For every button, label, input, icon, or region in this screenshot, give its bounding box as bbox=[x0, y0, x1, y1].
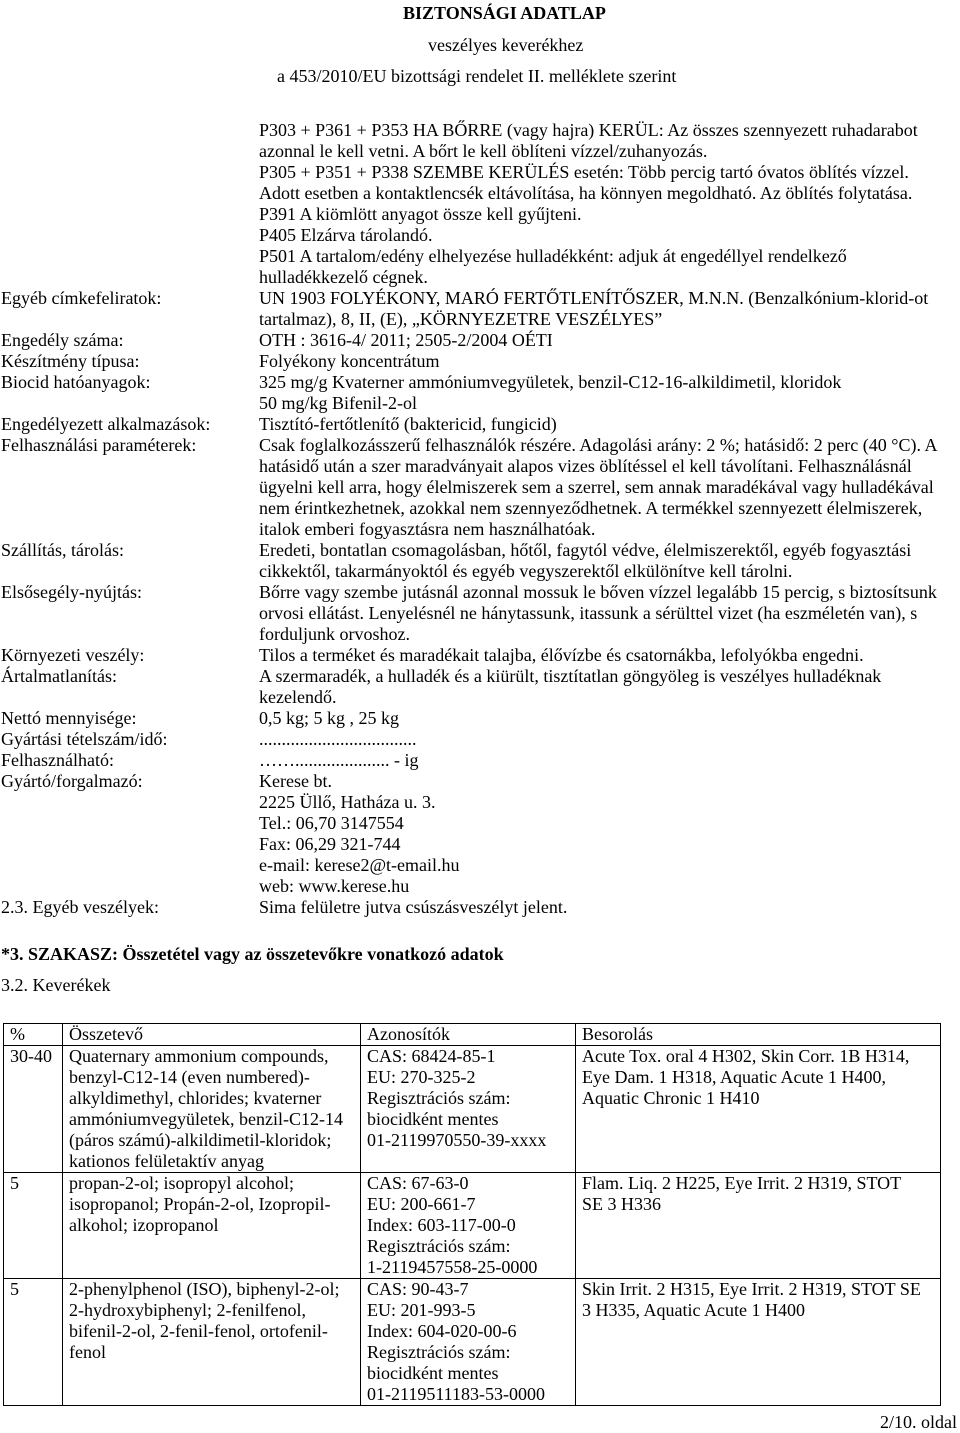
field-value-line: Fax: 06,29 321-744 bbox=[259, 834, 401, 854]
field-row bbox=[0, 582, 960, 645]
component-line: (páros számú)-alkildimetil-kloridok; bbox=[69, 1130, 332, 1150]
field-value-line: kezelendő. bbox=[259, 687, 337, 707]
document-title: BIZTONSÁGI ADATLAP bbox=[403, 3, 606, 23]
table-header-row bbox=[4, 1024, 941, 1046]
component-line: 2-phenylphenol (ISO), biphenyl-2-ol; bbox=[69, 1279, 340, 1299]
section3-subheading: 3.2. Keverékek bbox=[1, 975, 111, 995]
percent-cell: 5 bbox=[4, 1279, 63, 1406]
field-value-line: 50 mg/kg Bifenil-2-ol bbox=[259, 393, 417, 413]
field-label: Nettó mennyisége: bbox=[1, 708, 137, 728]
field-value bbox=[259, 897, 960, 918]
component-line: ammóniumvegyületek, benzil-C12-14 bbox=[69, 1109, 343, 1129]
column-header-percent: % bbox=[4, 1024, 63, 1046]
field-value-line: orvosi ellátást. Lenyelésnél ne hánytassunk, itassunk a sérülttel vizet (ha eszméletén van), s bbox=[259, 603, 918, 623]
field-row bbox=[0, 414, 960, 435]
field-value bbox=[259, 351, 960, 372]
field-row bbox=[0, 897, 960, 918]
classification-cell bbox=[576, 1279, 941, 1406]
field-value-line: Csak foglalkozásszerű felhasználók részére. Adagolási arány: 2 %; hatásidő: 2 perc (40 °C). A bbox=[259, 435, 938, 455]
precautionary-statement-line: azonnal le kell vetni. A bőrt le kell öblíteni vízzel/zuhanyozás. bbox=[259, 141, 708, 161]
precautionary-statement-line: P305 + P351 + P338 SZEMBE KERÜLÉS esetén: Több percig tartó óvatos öblítés vízzel. bbox=[259, 162, 909, 182]
field-value bbox=[259, 372, 960, 414]
field-value bbox=[259, 771, 960, 897]
classification-line: Flam. Liq. 2 H225, Eye Irrit. 2 H319, STOT bbox=[582, 1173, 902, 1193]
field-row bbox=[0, 288, 960, 330]
identifier-line: EU: 200-661-7 bbox=[367, 1194, 476, 1214]
field-label: Szállítás, tárolás: bbox=[1, 540, 124, 560]
component-line: bifenil-2-ol, 2-fenil-fenol, ortofenil- bbox=[69, 1321, 328, 1341]
table-row bbox=[4, 1173, 941, 1279]
identifier-line: 01-2119511183-53-0000 bbox=[367, 1384, 545, 1404]
precautionary-statement-line: P303 + P361 + P353 HA BŐRRE (vagy hajra) KERÜL: Az összes szennyezett ruhadarabot bbox=[259, 120, 918, 140]
identifier-line: Regisztrációs szám: bbox=[367, 1088, 511, 1108]
field-row bbox=[0, 750, 960, 771]
field-value-line: UN 1903 FOLYÉKONY, MARÓ FERTŐTLENÍTŐSZER, M.N.N. (Benzalkónium-klorid-ot bbox=[259, 288, 929, 308]
field-value-line: web: www.kerese.hu bbox=[259, 876, 410, 896]
field-value bbox=[259, 540, 960, 582]
field-value-line: tartalmaz), 8, II, (E), „KÖRNYEZETRE VESZÉLYES” bbox=[259, 309, 663, 329]
component-line: isopropanol; Propán-2-ol, Izopropil- bbox=[69, 1194, 331, 1214]
table-row bbox=[4, 1046, 941, 1173]
column-header-classification: Besorolás bbox=[576, 1024, 941, 1046]
field-value bbox=[259, 666, 960, 708]
field-value-line: Tisztító-fertőtlenítő (baktericid, fungicid) bbox=[259, 414, 557, 434]
field-label: Gyártási tételszám/idő: bbox=[1, 729, 168, 749]
precautionary-statement-line: P501 A tartalom/edény elhelyezése hulladékként: adjuk át engedéllyel rendelkező bbox=[259, 246, 847, 266]
field-label: Felhasználható: bbox=[1, 750, 114, 770]
field-row bbox=[0, 666, 960, 708]
identifier-line: biocidként mentes bbox=[367, 1109, 499, 1129]
field-value bbox=[259, 330, 960, 351]
table-row bbox=[4, 1279, 941, 1406]
document-subtitle: veszélyes keverékhez bbox=[428, 35, 584, 55]
component-line: Quaternary ammonium compounds, bbox=[69, 1046, 329, 1066]
field-value-line: Tel.: 06,70 3147554 bbox=[259, 813, 404, 833]
field-label: Biocid hatóanyagok: bbox=[1, 372, 151, 392]
field-value-line: 0,5 kg; 5 kg , 25 kg bbox=[259, 708, 400, 728]
component-line: fenol bbox=[69, 1342, 106, 1362]
field-value-line: Bőrre vagy szembe jutásnál azonnal mossuk le bőven vízzel legalább 15 percig, s biztosítsunk bbox=[259, 582, 937, 602]
classification-cell bbox=[576, 1173, 941, 1279]
section3-heading: *3. SZAKASZ: Összetétel vagy az összetevőkre vonatkozó adatok bbox=[1, 944, 504, 964]
component-line: 2-hydroxybiphenyl; 2-fenilfenol, bbox=[69, 1300, 306, 1320]
classification-line: Skin Irrit. 2 H315, Eye Irrit. 2 H319, STOT SE bbox=[582, 1279, 921, 1299]
field-value bbox=[259, 288, 960, 330]
identifier-line: 01-2119970550-39-xxxx bbox=[367, 1130, 547, 1150]
component-line: benzyl-C12-14 (even numbered)- bbox=[69, 1067, 310, 1087]
field-value-line: forduljunk orvoshoz. bbox=[259, 624, 410, 644]
field-value bbox=[259, 645, 960, 666]
field-value bbox=[259, 414, 960, 435]
field-row bbox=[0, 435, 960, 540]
field-row bbox=[0, 708, 960, 729]
field-label: 2.3. Egyéb veszélyek: bbox=[1, 897, 159, 917]
composition-table bbox=[3, 1023, 941, 1406]
field-label: Egyéb címkefeliratok: bbox=[1, 288, 162, 308]
identifiers-cell bbox=[361, 1173, 576, 1279]
classification-line: 3 H335, Aquatic Acute 1 H400 bbox=[582, 1300, 805, 1320]
identifier-line: Regisztrációs szám: bbox=[367, 1342, 511, 1362]
percent-cell: 30-40 bbox=[4, 1046, 63, 1173]
field-label: Gyártó/forgalmazó: bbox=[1, 771, 143, 791]
field-label: Környezeti veszély: bbox=[1, 645, 145, 665]
field-label: Engedélyezett alkalmazások: bbox=[1, 414, 211, 434]
page-number: 2/10. oldal bbox=[880, 1412, 957, 1432]
field-value bbox=[259, 750, 960, 771]
field-row bbox=[0, 351, 960, 372]
precautionary-statement-line: Adott esetben a kontaktlencsék eltávolítása, ha könnyen megoldható. Az öblítés folytatása. bbox=[259, 183, 913, 203]
classification-line: Aquatic Chronic 1 H410 bbox=[582, 1088, 760, 1108]
field-value-line: A szermaradék, a hulladék és a kiürült, tisztítatlan göngyöleg is veszélyes hulladéknak bbox=[259, 666, 882, 686]
classification-cell bbox=[576, 1046, 941, 1173]
field-value-line: nem érintkezhetnek, azokkal nem szennyeződhetnek. A termékkel szennyezett élelmiszerek, bbox=[259, 498, 923, 518]
identifier-line: CAS: 68424-85-1 bbox=[367, 1046, 496, 1066]
classification-line: SE 3 H336 bbox=[582, 1194, 662, 1214]
product-fields bbox=[0, 288, 960, 918]
column-header-identifiers: Azonosítók bbox=[361, 1024, 576, 1046]
field-label: Engedély száma: bbox=[1, 330, 124, 350]
field-label: Elsősegély-nyújtás: bbox=[1, 582, 142, 602]
field-value-line: ……..................... - ig bbox=[259, 750, 419, 770]
field-value bbox=[259, 582, 960, 645]
field-label: Készítmény típusa: bbox=[1, 351, 140, 371]
classification-line: Eye Dam. 1 H318, Aquatic Acute 1 H400, bbox=[582, 1067, 886, 1087]
field-row bbox=[0, 771, 960, 897]
field-label: Ártalmatlanítás: bbox=[1, 666, 117, 686]
field-row bbox=[0, 729, 960, 750]
field-value-line: hatásidő után a szer maradványait alapos vizes öblítéssel el kell távolítani. Felhasználásnál bbox=[259, 456, 912, 476]
component-cell bbox=[63, 1046, 361, 1173]
field-label: Felhasználási paraméterek: bbox=[1, 435, 197, 455]
column-header-component: Összetevő bbox=[63, 1024, 361, 1046]
component-line: alkohol; izopropanol bbox=[69, 1215, 219, 1235]
component-line: kationos felületaktív anyag bbox=[69, 1151, 264, 1171]
precautionary-statement-line: hulladékkezelő cégnek. bbox=[259, 267, 428, 287]
field-value-line: 2225 Üllő, Hatháza u. 3. bbox=[259, 792, 436, 812]
identifiers-cell bbox=[361, 1279, 576, 1406]
field-value-line: ................................... bbox=[259, 729, 417, 749]
field-value-line: Eredeti, bontatlan csomagolásban, hőtől, fagytól védve, élelmiszerektől, egyéb fogyasztási bbox=[259, 540, 912, 560]
field-value-line: italok emberi fogyasztásra nem használhatóak. bbox=[259, 519, 596, 539]
field-value-line: e-mail: kerese2@t-email.hu bbox=[259, 855, 460, 875]
field-value-line: Folyékony koncentrátum bbox=[259, 351, 440, 371]
component-cell bbox=[63, 1173, 361, 1279]
component-cell bbox=[63, 1279, 361, 1406]
regulation-reference: a 453/2010/EU bizottsági rendelet II. melléklete szerint bbox=[277, 66, 677, 86]
field-value-line: 325 mg/g Kvaterner ammóniumvegyületek, benzil-C12-16-alkildimetil, kloridok bbox=[259, 372, 842, 392]
field-value-line: ügyelni kell arra, hogy élelmiszerek sem a szerrel, sem annak maradékával vagy hulladékával bbox=[259, 477, 934, 497]
identifier-line: biocidként mentes bbox=[367, 1363, 499, 1383]
field-row bbox=[0, 645, 960, 666]
precautionary-statement-line: P405 Elzárva tárolandó. bbox=[259, 225, 433, 245]
field-value bbox=[259, 708, 960, 729]
identifier-line: CAS: 90-43-7 bbox=[367, 1279, 469, 1299]
field-value bbox=[259, 729, 960, 750]
field-value-line: Kerese bt. bbox=[259, 771, 332, 791]
component-line: alkyldimethyl, chlorides; kvaterner bbox=[69, 1088, 322, 1108]
identifiers-cell bbox=[361, 1046, 576, 1173]
percent-cell: 5 bbox=[4, 1173, 63, 1279]
classification-line: Acute Tox. oral 4 H302, Skin Corr. 1B H314, bbox=[582, 1046, 910, 1066]
field-value bbox=[259, 435, 960, 540]
component-line: propan-2-ol; isopropyl alcohol; bbox=[69, 1173, 294, 1193]
field-value-line: Sima felületre jutva csúszásveszélyt jelent. bbox=[259, 897, 568, 917]
identifier-line: Index: 603-117-00-0 bbox=[367, 1215, 516, 1235]
identifier-line: 1-2119457558-25-0000 bbox=[367, 1257, 538, 1277]
identifier-line: CAS: 67-63-0 bbox=[367, 1173, 469, 1193]
label-information-section bbox=[0, 120, 960, 918]
precautionary-statement-line: P391 A kiömlött anyagot össze kell gyűjteni. bbox=[259, 204, 582, 224]
field-row bbox=[0, 330, 960, 351]
table-body bbox=[4, 1046, 941, 1406]
identifier-line: EU: 270-325-2 bbox=[367, 1067, 476, 1087]
field-value-line: OTH : 3616-4/ 2011; 2505-2/2004 OÉTI bbox=[259, 330, 553, 350]
identifier-line: EU: 201-993-5 bbox=[367, 1300, 476, 1320]
identifier-line: Index: 604-020-00-6 bbox=[367, 1321, 517, 1341]
field-value-line: cikkektől, takarmányoktól és egyéb vegyszerektől elkülönítve kell tárolni. bbox=[259, 561, 793, 581]
field-value-line: Tilos a terméket és maradékait talajba, élővízbe és csatornákba, lefolyókba engedni. bbox=[259, 645, 864, 665]
precautionary-statements bbox=[259, 120, 960, 288]
field-row bbox=[0, 372, 960, 414]
identifier-line: Regisztrációs szám: bbox=[367, 1236, 511, 1256]
field-row bbox=[0, 540, 960, 582]
